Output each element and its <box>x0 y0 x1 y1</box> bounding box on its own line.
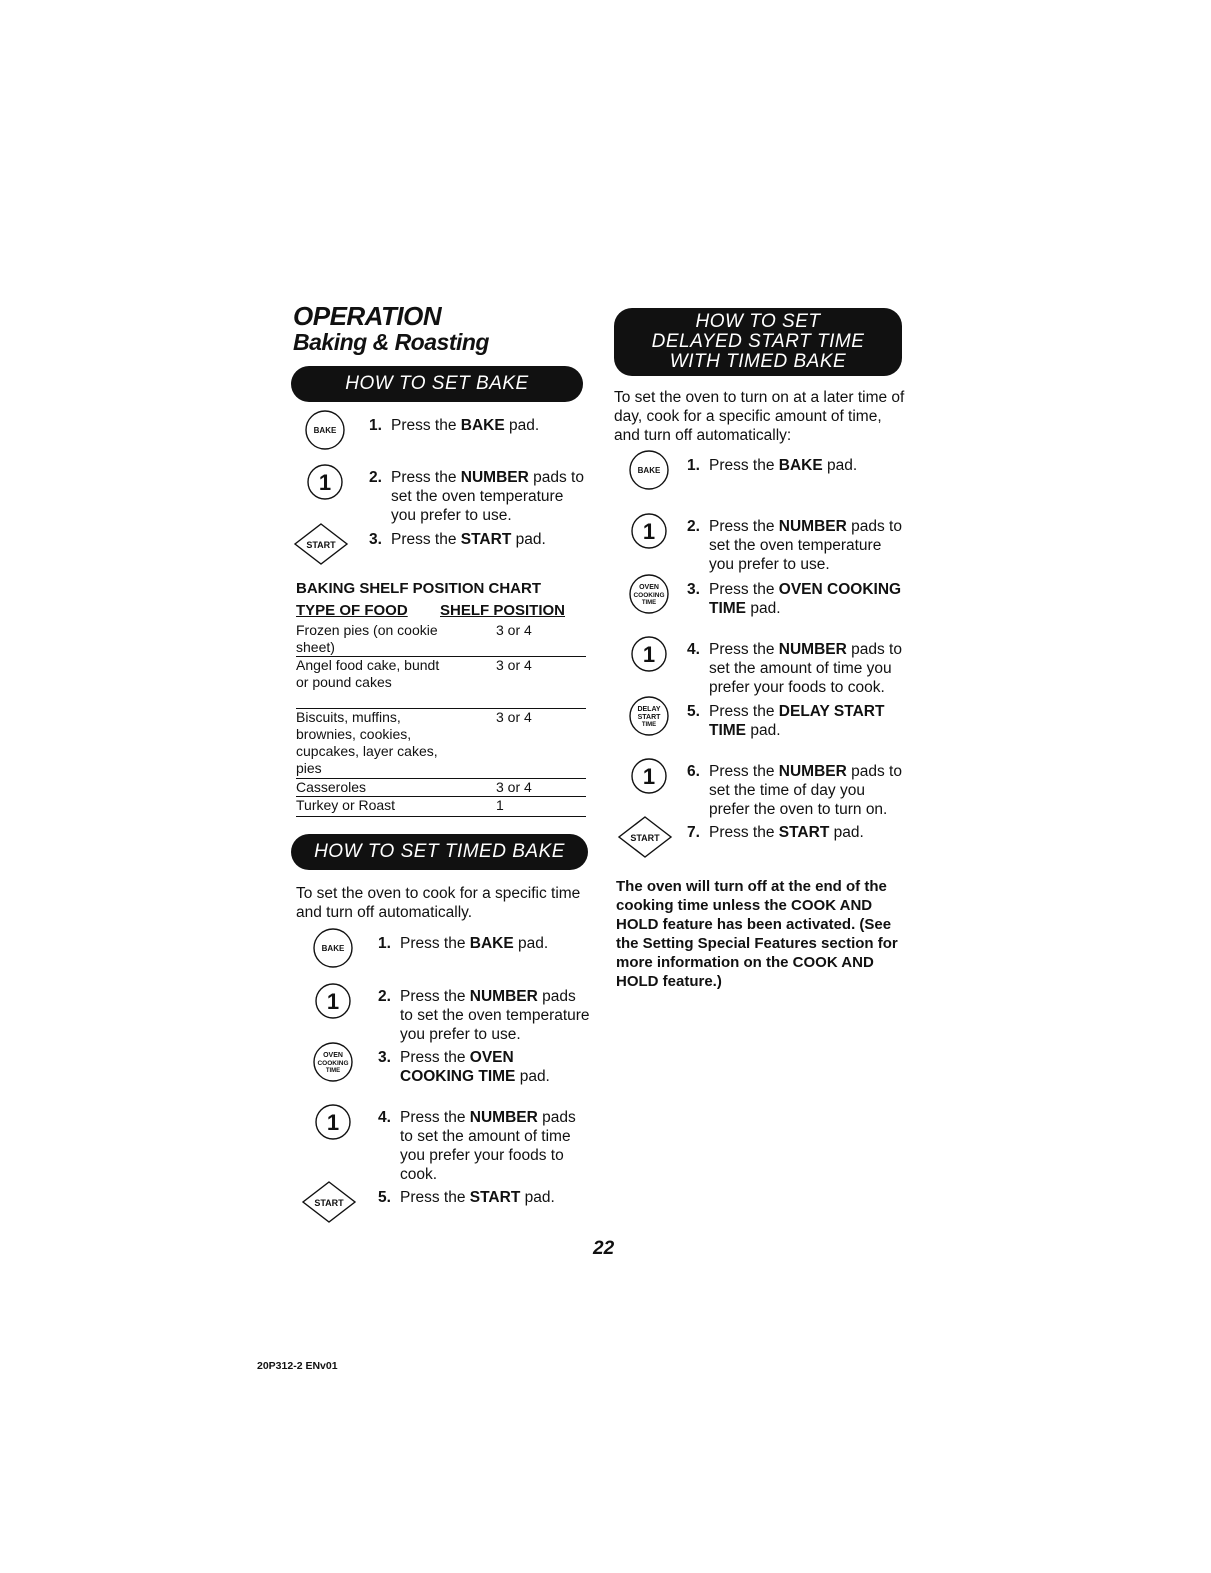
start-pad-icon <box>301 1180 357 1224</box>
delayed-intro: To set the oven to turn on at a later time of day, cook for a specific amount of time, and turn off automatically: <box>614 389 905 444</box>
step-text-pre: Press the <box>391 531 461 548</box>
step-text-post: pads to set the oven temperature you prefer to use. <box>391 469 584 524</box>
page-subtitle: Baking & Roasting <box>293 329 489 355</box>
svg-text:1: 1 <box>642 642 656 667</box>
page-number: 22 <box>593 1238 615 1259</box>
chart-position-cell: 1 <box>496 797 504 813</box>
delay-start-time-pad-icon <box>627 694 671 738</box>
step-pad-name: OVEN COOKING TIME <box>400 1049 516 1085</box>
step-number: 3. <box>378 1049 391 1066</box>
chart-row <box>296 622 586 657</box>
step-number: 6. <box>687 763 700 780</box>
chart-position-cell: 3 or 4 <box>496 622 532 638</box>
svg-text:COOKING: COOKING <box>633 592 665 599</box>
step-text <box>709 456 904 475</box>
svg-text:BAKE: BAKE <box>313 426 337 435</box>
step-text-pre: Press the <box>391 417 461 434</box>
step-text <box>400 1188 590 1207</box>
document-code: 20P312-2 ENv01 <box>257 1360 338 1372</box>
step-pad-name: START <box>778 824 830 841</box>
chart-position-cell: 3 or 4 <box>496 657 532 673</box>
step-number: 2. <box>369 469 382 486</box>
step-number: 1. <box>369 417 382 434</box>
number-pad-icon <box>627 754 671 798</box>
step-text-post: pad. <box>520 1189 555 1206</box>
step-text-pre: Press the <box>709 457 779 474</box>
svg-text:1: 1 <box>326 1110 340 1135</box>
step-number: 3. <box>687 581 700 598</box>
timed-bake-banner-text: HOW TO SET TIMED BAKE <box>314 841 565 862</box>
number-pad-icon <box>311 1100 355 1144</box>
bake-banner <box>291 366 583 402</box>
delayed-banner-line-1: HOW TO SET <box>695 311 821 332</box>
step-number: 5. <box>687 703 700 720</box>
step-number: 2. <box>687 518 700 535</box>
step-pad-name: NUMBER <box>778 518 847 535</box>
step-pad-name: DELAY START TIME <box>709 703 885 739</box>
step-text-pre: Press the <box>709 763 779 780</box>
step-number: 4. <box>378 1109 391 1126</box>
step-number: 1. <box>378 935 391 952</box>
step-text <box>709 517 904 574</box>
number-pad-icon <box>303 460 347 504</box>
svg-text:TIME: TIME <box>641 600 657 606</box>
step-pad-name: NUMBER <box>778 641 847 658</box>
step-text <box>391 468 586 525</box>
start-pad-icon <box>293 522 349 566</box>
step-number: 2. <box>378 988 391 1005</box>
step-text-post: pad. <box>504 417 540 434</box>
number-pad-icon <box>311 979 355 1023</box>
step-text-pre: Press the <box>400 935 470 952</box>
chart-food-cell: Turkey or Roast <box>296 797 396 813</box>
delayed-banner-line-3: WITH TIMED BAKE <box>669 351 847 372</box>
step-text-post: pads to set the time of day you prefer the oven to turn on. <box>709 763 902 818</box>
chart-food-cell: Biscuits, muffins, brownies, cookies, cupcakes, layer cakes, pies <box>296 709 438 776</box>
step-text-post: pad. <box>829 824 864 841</box>
svg-text:START: START <box>637 714 661 721</box>
chart-food-cell: Frozen pies (on cookie sheet) <box>296 622 438 655</box>
page-title: OPERATION <box>293 301 442 331</box>
svg-text:1: 1 <box>642 519 656 544</box>
step-pad-name: BAKE <box>469 935 514 952</box>
svg-text:OVEN: OVEN <box>639 584 659 591</box>
svg-text:BAKE: BAKE <box>321 944 345 953</box>
step-number: 7. <box>687 824 700 841</box>
step-number: 3. <box>369 531 382 548</box>
step-text <box>709 762 904 819</box>
svg-text:DELAY: DELAY <box>637 706 661 713</box>
step-text <box>400 934 590 953</box>
step-text <box>709 702 904 740</box>
step-text-pre: Press the <box>400 1109 470 1126</box>
step-text <box>400 1108 590 1184</box>
step-text <box>391 416 586 435</box>
chart-row <box>296 709 586 779</box>
step-text-post: pad. <box>511 531 546 548</box>
delayed-banner <box>614 308 902 376</box>
bake-pad-icon <box>303 408 347 452</box>
chart-food-cell: Casseroles <box>296 779 367 795</box>
chart-row <box>296 797 586 817</box>
step-text-post: pads to set the oven temperature you prefer to use. <box>709 518 902 573</box>
step-text-post: pads to set the amount of time you prefer your foods to cook. <box>709 641 902 696</box>
bake-pad-icon <box>311 926 355 970</box>
svg-text:START: START <box>306 540 336 550</box>
step-text <box>709 640 904 697</box>
step-text-pre: Press the <box>709 518 779 535</box>
step-pad-name: NUMBER <box>460 469 529 486</box>
step-text-pre: Press the <box>709 641 779 658</box>
timed-bake-banner <box>291 834 588 870</box>
chart-title: BAKING SHELF POSITION CHART <box>296 580 542 597</box>
step-text-post: pad. <box>746 600 781 617</box>
delayed-banner-line-2: DELAYED START TIME <box>651 331 865 352</box>
step-text-post: pad. <box>822 457 858 474</box>
chart-position-cell: 3 or 4 <box>496 709 532 725</box>
svg-text:OVEN: OVEN <box>323 1052 343 1059</box>
svg-text:TIME: TIME <box>325 1068 341 1074</box>
step-pad-name: BAKE <box>460 417 505 434</box>
step-text <box>400 1048 590 1086</box>
step-text-post: pad. <box>515 1068 550 1085</box>
bake-pad-icon <box>627 448 671 492</box>
step-text <box>709 823 904 842</box>
step-text-post: pad. <box>746 722 781 739</box>
step-pad-name: NUMBER <box>469 1109 538 1126</box>
step-number: 4. <box>687 641 700 658</box>
cook-and-hold-warning: The oven will turn off at the end of the cooking time unless the COOK AND HOLD feature has been activated. (See the Setting Special Features section for more information on the COOK AND HOLD feature.) <box>616 878 898 990</box>
step-text-pre: Press the <box>400 988 470 1005</box>
number-pad-icon <box>627 509 671 553</box>
step-text-post: pads to set the amount of time you prefer your foods to cook. <box>400 1109 576 1183</box>
svg-text:BAKE: BAKE <box>637 466 661 475</box>
oven-cooking-time-pad-icon <box>627 572 671 616</box>
svg-text:1: 1 <box>318 470 332 495</box>
step-pad-name: START <box>460 531 512 548</box>
step-pad-name: NUMBER <box>469 988 538 1005</box>
step-text-pre: Press the <box>391 469 461 486</box>
step-number: 1. <box>687 457 700 474</box>
step-pad-name: BAKE <box>778 457 823 474</box>
chart-row <box>296 779 586 797</box>
step-text-post: pads to set the oven temperature you prefer to use. <box>400 988 590 1043</box>
svg-text:START: START <box>630 833 660 843</box>
step-text <box>400 987 590 1044</box>
step-text-pre: Press the <box>709 824 779 841</box>
step-number: 5. <box>378 1189 391 1206</box>
step-text-pre: Press the <box>400 1049 470 1066</box>
chart-col-position: SHELF POSITION <box>440 602 566 619</box>
chart-row <box>296 657 586 709</box>
step-pad-name: NUMBER <box>778 763 847 780</box>
step-text-post: pad. <box>513 935 549 952</box>
timed-bake-intro: To set the oven to cook for a specific time and turn off automatically. <box>296 885 581 921</box>
step-text <box>391 530 586 549</box>
start-pad-icon <box>617 815 673 859</box>
svg-text:TIME: TIME <box>641 722 657 728</box>
step-text-pre: Press the <box>709 703 779 720</box>
chart-food-cell: Angel food cake, bundt or pound cakes <box>296 657 440 690</box>
number-pad-icon <box>627 632 671 676</box>
step-text-pre: Press the <box>709 581 779 598</box>
svg-text:START: START <box>314 1198 344 1208</box>
svg-text:1: 1 <box>642 764 656 789</box>
step-text <box>709 580 904 618</box>
bake-banner-text: HOW TO SET BAKE <box>345 373 529 394</box>
chart-col-food: TYPE OF FOOD <box>296 602 408 619</box>
step-text-pre: Press the <box>400 1189 470 1206</box>
oven-cooking-time-pad-icon <box>311 1040 355 1084</box>
chart-position-cell: 3 or 4 <box>496 779 532 795</box>
step-pad-name: OVEN COOKING TIME <box>709 581 902 617</box>
step-pad-name: START <box>469 1189 521 1206</box>
svg-text:COOKING: COOKING <box>317 1060 349 1067</box>
svg-text:1: 1 <box>326 989 340 1014</box>
